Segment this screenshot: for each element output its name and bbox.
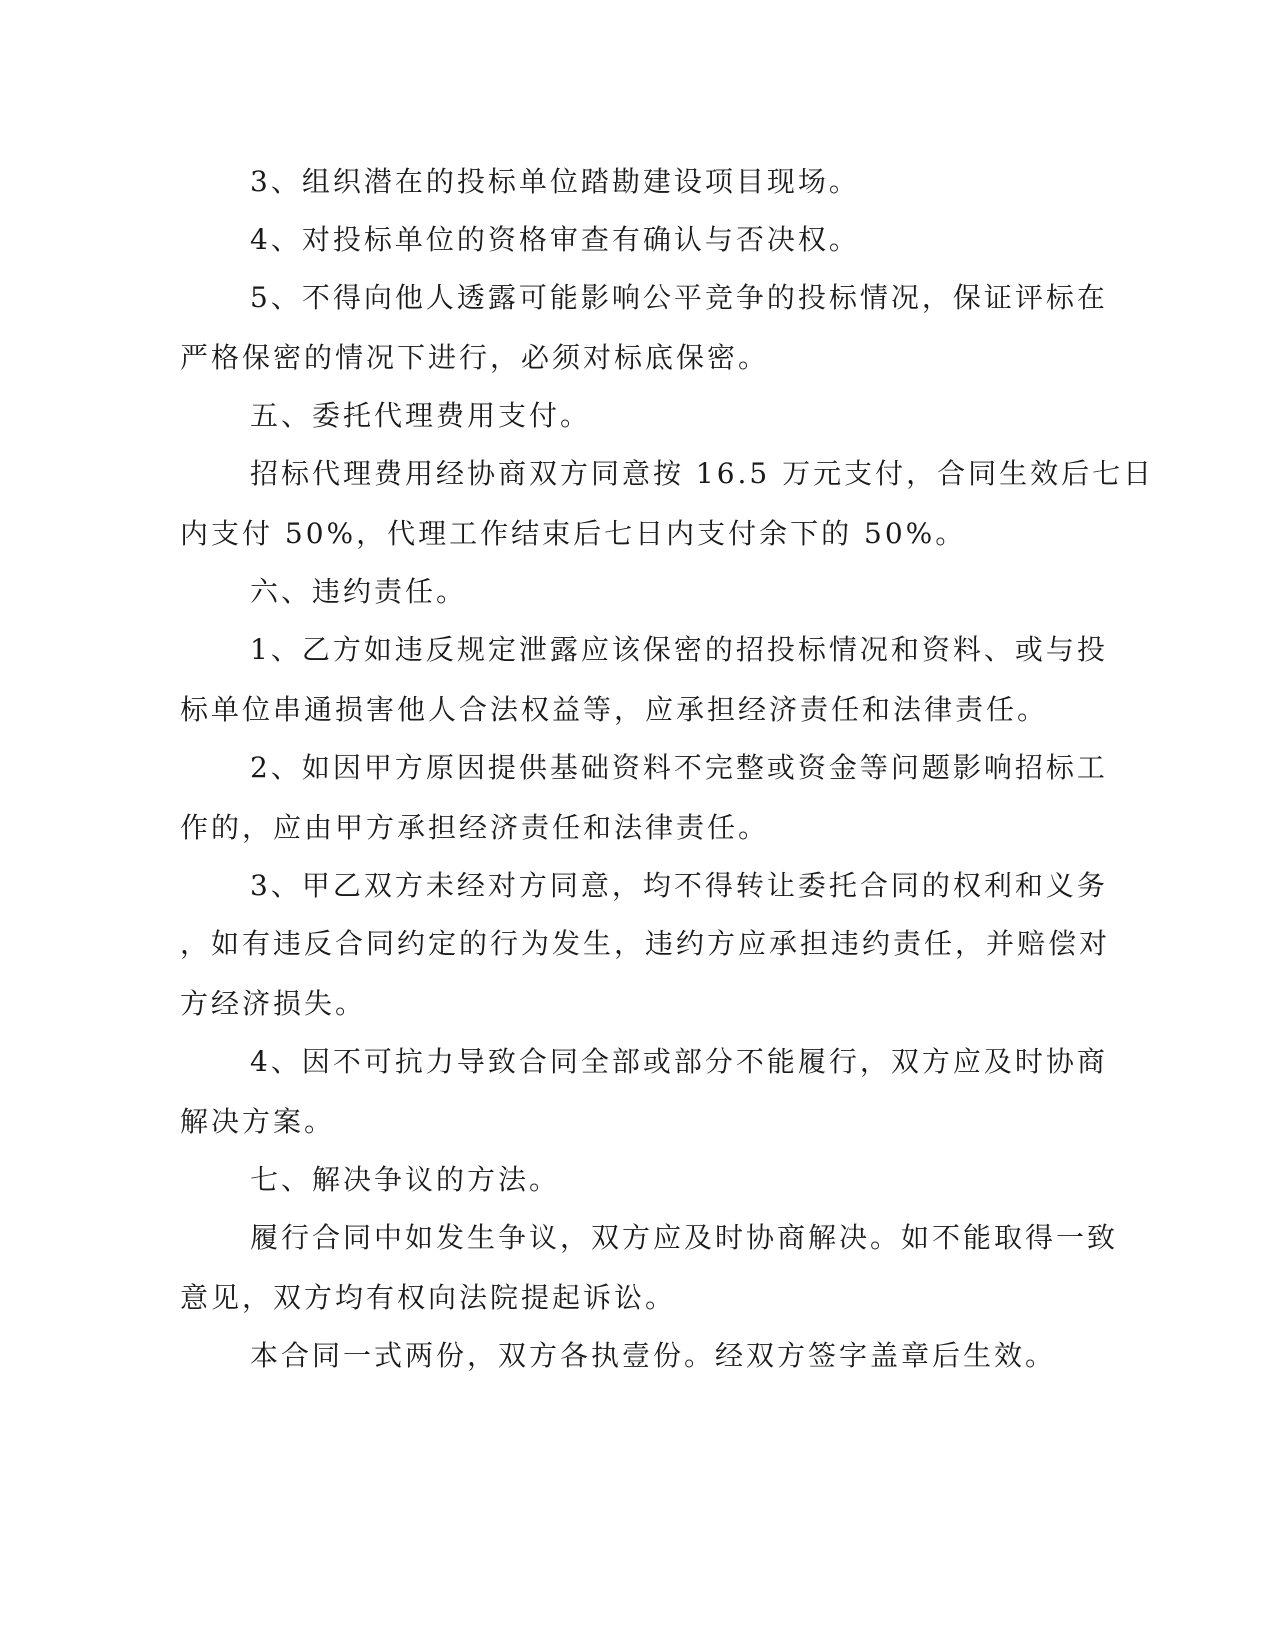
section-5-heading: 五、委托代理费用支付。 <box>250 399 592 432</box>
dispute-paragraph-line-2: 意见，双方均有权向法院提起诉讼。 <box>180 1281 677 1314</box>
dispute-paragraph-line-1: 履行合同中如发生争议，双方应及时协商解决。如不能取得一致 <box>250 1221 1119 1254</box>
fee-paragraph-line-1: 招标代理费用经协商双方同意按 16.5 万元支付，合同生效后七日 <box>250 457 1155 490</box>
liability-3-line-2: ，如有违反合同约定的行为发生，违约方应承担违约责任，并赔偿对 <box>180 927 1111 960</box>
liability-3-line-1: 3、甲乙双方未经对方同意，均不得转让委托合同的权利和义务 <box>250 869 1108 902</box>
liability-3-line-3: 方经济损失。 <box>180 987 367 1020</box>
liability-1-line-2: 标单位串通损害他人合法权益等，应承担经济责任和法律责任。 <box>180 693 1049 726</box>
section-6-heading: 六、违约责任。 <box>250 575 468 608</box>
clause-4-text: 4、对投标单位的资格审查有确认与否决权。 <box>250 223 860 256</box>
clause-5-line-1: 5、不得向他人透露可能影响公平竞争的投标情况，保证评标在 <box>250 281 1108 314</box>
clause-3-text: 3、组织潜在的投标单位踏勘建设项目现场。 <box>250 165 860 198</box>
liability-1-line-1: 1、乙方如违反规定泄露应该保密的招投标情况和资料、或与投 <box>250 633 1108 666</box>
copies-statement: 本合同一式两份，双方各执壹份。经双方签字盖章后生效。 <box>250 1339 1057 1372</box>
clause-5-line-2: 严格保密的情况下进行，必须对标底保密。 <box>180 341 770 374</box>
liability-4-line-1: 4、因不可抗力导致合同全部或部分不能履行，双方应及时协商 <box>250 1045 1108 1078</box>
liability-4-line-2: 解决方案。 <box>180 1105 336 1138</box>
fee-paragraph-line-2: 内支付 50%，代理工作结束后七日内支付余下的 50%。 <box>180 517 967 550</box>
liability-2-line-1: 2、如因甲方原因提供基础资料不完整或资金等问题影响招标工 <box>250 751 1108 784</box>
liability-2-line-2: 作的，应由甲方承担经济责任和法律责任。 <box>180 811 770 844</box>
section-7-heading: 七、解决争议的方法。 <box>250 1163 561 1196</box>
